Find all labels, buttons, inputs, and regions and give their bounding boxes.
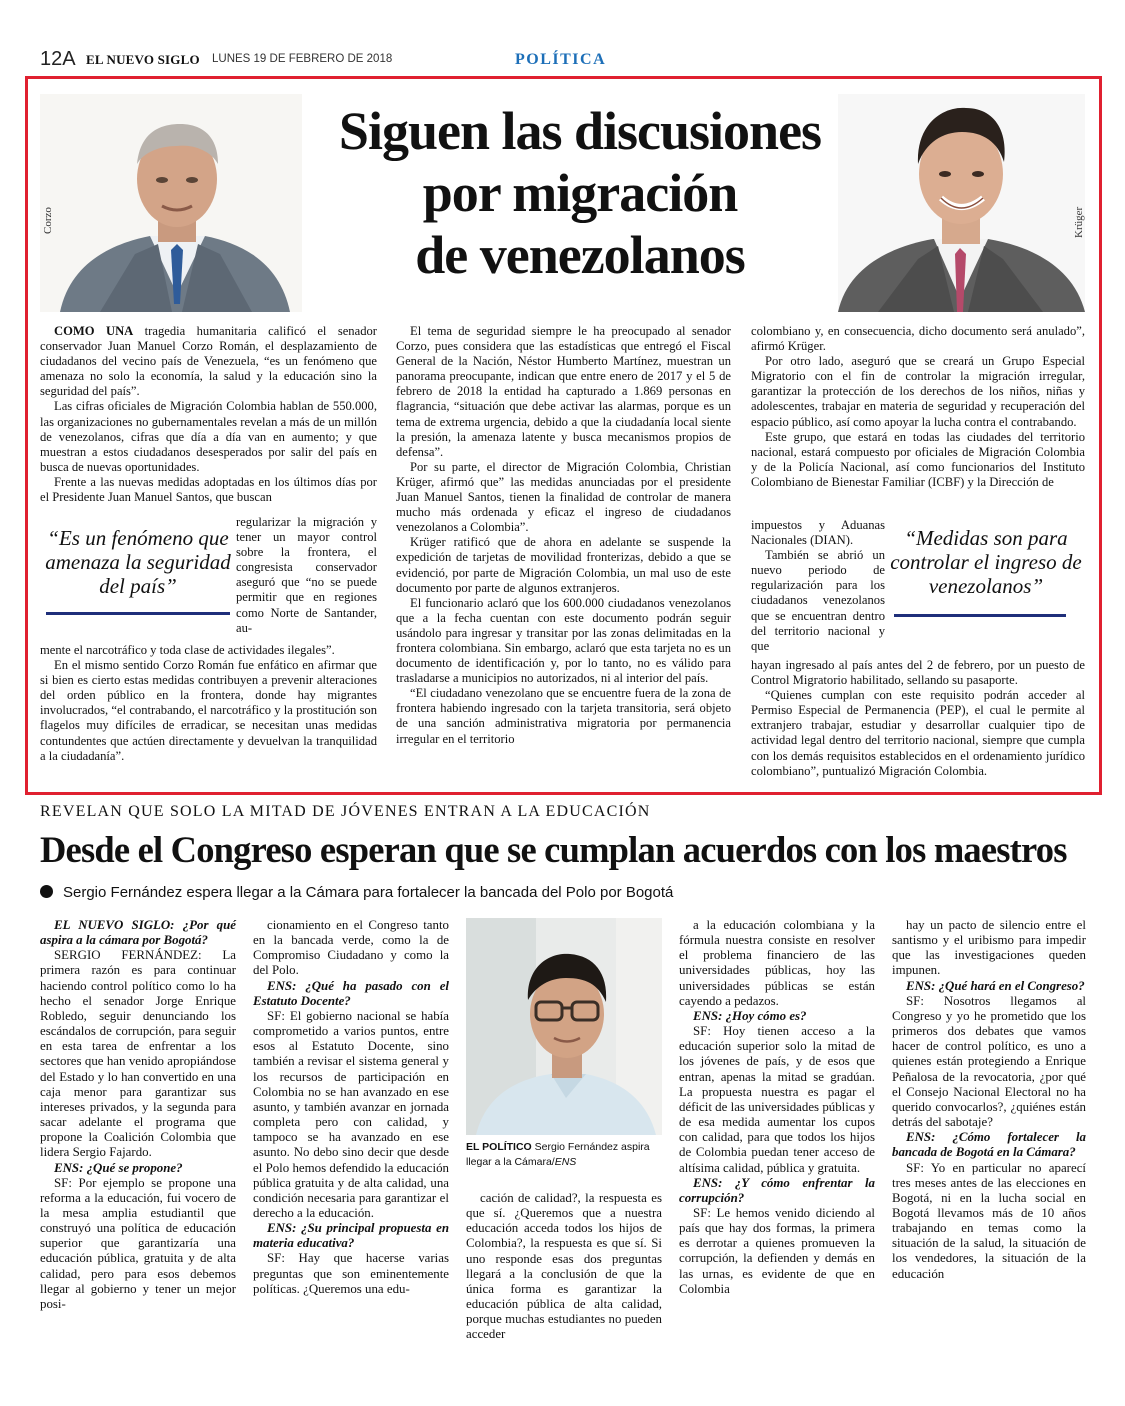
interview-question: ENS: ¿Y cómo enfrentar la corrupción?: [679, 1175, 875, 1205]
article2-column-1: [40, 918, 236, 1312]
article1-column-1: [40, 324, 377, 505]
interview-answer: SF: Yo en particular no aparecí tres meses antes de las elecciones en Bogotá, ni en la lucha social en Bogotá llevamos más de 10 años trabajando en temas como la situación de la salud, la situación de los vendedores, la situación de la educación: [892, 1160, 1086, 1281]
paragraph: “El ciudadano venezolano que se encuentre fuera de la zona de frontera habiendo ingresado con la tarjeta transitoria, será objeto de una sanción administrativa migratoria por permanencia irregular en el territorio: [396, 686, 731, 746]
interview-answer: SERGIO FERNÁNDEZ: La primera razón es para continuar haciendo control político como lo ha hecho el senador Jorge Enrique Robledo, seguir denunciando los escándalos de corrupción, para seguir en esta tarea de enfrentar a los sectores que han venido apropiándose del Estado y lo han convertido en una caja menor para garantizar sus intereses privados, y la segunda para sacar adelante el programa que propone la Coalición Colombia que lidera Sergio Fajardo.: [40, 948, 236, 1160]
paragraph: El tema de seguridad siempre le ha preocupado al senador Corzo, pues considera que las estadísticas que entregó el Fiscal General de la Nación, Néstor Humberto Martínez, muestran un panorama preocupante, indican que entre enero de 2017 y el 5 de febrero de 2018 la entidad ha capturado a 1.869 personas en flagrancia, “situación que debe activar las alarmas, porque es un tema de extrema urgencia, debido a que la ciudadanía local siente la presión, la amenaza latente y busca mecanismos propios de defensa”.: [396, 324, 731, 459]
portrait-kruger-image: [838, 94, 1085, 312]
paragraph: regularizar la migración y tener un mayor control sobre la frontera, el congresista conservador aseguró que “no se puede permitir que en regiones como Norte de Santander, au-: [236, 515, 377, 635]
portrait-fernandez-image: [466, 918, 662, 1135]
article1-column-1-bottom: [40, 643, 377, 764]
pull-quote-left: “Es un fenómeno que amenaza la seguridad del país”: [45, 526, 231, 598]
article2-column-4: [679, 918, 875, 1297]
headline-line-3: de venezolanos: [415, 225, 745, 285]
paragraph: Por su parte, el director de Migración Colombia, Christian Krüger, afirmó que” las medidas anunciadas por el presidente Juan Manuel Santos, tienen la finalidad de controlar de manera mucho más ordenada y eficaz el ingreso de ciudadanos venezolanos a Colombia”.: [396, 459, 731, 535]
publication-date: LUNES 19 DE FEBRERO DE 2018: [212, 53, 393, 65]
headline-line-2: por migración: [422, 163, 738, 223]
paragraph: Las cifras oficiales de Migración Colombia hablan de 550.000, las organizaciones no gubernamentales revelan a más de un millón de venezolanos, cifras que día a día van en aumento; y que muestran a estos ciudadanos desesperados por salir del país en busca de nuevas oportunidades.: [40, 399, 377, 474]
headline-line-1: Siguen las discusiones: [338, 101, 822, 161]
interview-question: ENS: ¿Qué ha pasado con el Estatuto Docente?: [253, 978, 449, 1008]
masthead: [40, 48, 1100, 76]
photo-sergio-fernandez: [466, 918, 662, 1135]
photo-corzo: [40, 94, 302, 312]
photo-kruger: [838, 94, 1085, 312]
article1-column-3-wrap: [751, 518, 885, 654]
paragraph: Este grupo, que estará en todas las ciudades del territorio nacional, estará compuesto por oficiales de Migración Colombia y de la Policía Nacional, así como funcionarios del Instituto Colombiano de Bienestar Familiar (ICBF) y la Dirección de: [751, 429, 1085, 489]
interview-answer: SF: Le hemos venido diciendo al país que hay dos formas, la primera es derrotar a quienes promueven la corrupción, la defienden y demás en las urnas, es evidente de que en Colombia: [679, 1205, 875, 1296]
newspaper-name: EL NUEVO SIGLO: [86, 52, 200, 67]
interview-question: EL NUEVO SIGLO: ¿Por qué aspira a la cámara por Bogotá?: [40, 918, 236, 948]
interview-question: ENS: ¿Hoy cómo es?: [693, 1008, 807, 1023]
paragraph: Krüger ratificó que de ahora en adelante se suspende la expedición de tarjetas de movilidad fronterizas, debido a que se evidenció, por parte de Migración Colombia, un mal uso de este documento por parte de algunos extranjeros.: [396, 535, 731, 595]
caption-label: EL POLÍTICO: [466, 1141, 532, 1153]
paragraph: tragedia humanitaria calificó el senador conservador Juan Manuel Corzo Román, el desplazamiento de ciudadanos del vecino país de Venezuela, “es un fenómeno que amenaza no solo la economía, la salud y la educación sino la seguridad del país”.: [40, 324, 377, 399]
interview-answer: SF: Por ejemplo se propone una reforma a la educación, fui vocero de la mesa amplia estudiantil que construyó una política de educación superior que garantizaría una educación pública, gratuita y de alta calidad, pero para esos debemos llegar al gobierno y tener un mejor posi-: [40, 1175, 236, 1311]
subhead-text: Sergio Fernández espera llegar a la Cámara para fortalecer la bancada del Polo por Bogotá: [63, 884, 674, 901]
interview-answer: SF: Hay que hacerse varias preguntas que son eminentemente políticas. ¿Queremos una edu-: [253, 1251, 449, 1296]
paragraph: “Quienes cumplan con este requisito podrán acceder al Permiso Especial de Permanencia (PEP), el cual le permite al extranjero trabajar, estudiar y desarrollar cualquier tipo de actividad legal dentro del territorio nacional, siempre que cumpla con los demás requisitos establecidos en el ordenamiento jurídico colombiano”, puntualizó Migración Colombia.: [751, 688, 1085, 778]
interview-answer: a la educación colombiana y la fórmula nuestra consiste en resolver el problema financiero de las universidades públicas, hoy las universidades públicas se están cayendo a pedazos.: [679, 918, 875, 1008]
paragraph: Por otro lado, aseguró que se creará un Grupo Especial Migratorio con el fin de controlar la migración irregular, garantizar la protección de los derechos de los niños, niñas y adolescentes, trabajar en materia de seguridad y recuperación del espacio público, así como apoyar la lucha contra el contrabando.: [751, 354, 1085, 429]
paragraph: colombiano y, en consecuencia, dicho documento será anulado”, afirmó Krüger.: [751, 324, 1085, 354]
article1-column-1-wrap: [236, 515, 377, 636]
article2-headline: Desde el Congreso esperan que se cumplan acuerdos con los maestros: [40, 829, 1067, 870]
article1-column-3-bottom: [751, 658, 1085, 779]
article2-kicker: REVELAN QUE SOLO LA MITAD DE JÓVENES ENTRAN A LA EDUCACIÓN: [40, 803, 651, 820]
pull-quote-right: “Medidas son para controlar el ingreso de venezolanos”: [890, 526, 1082, 598]
portrait-corzo-image: [40, 94, 302, 312]
pull-quote-rule: [894, 614, 1066, 617]
article2-column-5: [892, 918, 1086, 1282]
paragraph: impuestos y Aduanas Nacionales (DIAN).: [751, 518, 885, 548]
interview-question: ENS: ¿Cómo fortalecer la bancada de Bogotá en la Cámara?: [892, 1130, 1086, 1160]
article2-column-2: [253, 918, 449, 1297]
paragraph: mente el narcotráfico y toda clase de actividades ilegales”.: [40, 643, 335, 657]
interview-answer: SF: Hoy tienen acceso a la educación superior solo la mitad de los jóvenes de país, y de esos que entran, apenas la mitad se gradúan. La propuesta nuestra es pagar el déficit de las universidades públicas y de esa medida aumentar los cupos con calidad, para que todos los hijos de Colombia puedan tener acceso de altísima calidad, pública y gratuita.: [679, 1024, 875, 1175]
interview-answer: hay un pacto de silencio entre el santismo y el uribismo para impedir que las investigaciones queden impunen.: [892, 918, 1086, 978]
photo-credit-kruger: Krüger: [1073, 206, 1085, 238]
caption-text: Sergio Fernández aspira llegar a la Cámara/: [466, 1141, 650, 1168]
interview-answer: SF: Nosotros llegamos al Congreso y yo he prometido que los primeros dos debates que vamos hacer de control político, es uno a quienes están protegiendo a Enrique Peñalosa de la revocatoria, ¿por qué el Consejo Nacional Electoral no ha querido convocarlos?, ¿quiénes están detrás del sabotaje?: [892, 993, 1086, 1130]
photo-caption: [466, 1140, 662, 1170]
paragraph: El funcionario aclaró que los 600.000 ciudadanos venezolanos que a la fecha cuentan con este documento podrán seguir usándolo para ingresar y transitar por las zonas delimitadas en la frontera colombiana. Sin embargo, aclaró que esta tarjeta no es un documento de identificación y, por lo tanto, no es válido para trasladarse a municipios no autorizados, ni al interior del país.: [396, 595, 731, 686]
interview-question: ENS: ¿Su principal propuesta en materia educativa?: [253, 1221, 449, 1251]
paragraph: Frente a las nuevas medidas adoptadas en los últimos días por el Presidente Juan Manuel Santos, que buscan: [40, 474, 377, 505]
interview-answer: SF: El gobierno nacional se había comprometido a varios puntos, entre esos al Estatuto Docente, sino también a revisar el sistema general y los recursos de participación en Colombia no se han avanzado en ese asunto, y también avanzar en jornada completa pero con calidad, y tampoco se ha avanzado en ese asunto. No debo sino decir que desde el Polo hemos defendido la educación pública gratuita y de alta calidad, una condición necesaria para garantizar el derecho a la educación.: [253, 1008, 449, 1220]
article2-subhead: [40, 884, 673, 901]
section-name: POLÍTICA: [515, 51, 607, 68]
interview-question: ENS: ¿Qué se propone?: [54, 1160, 183, 1175]
article1-column-3: [751, 324, 1085, 490]
pull-quote-rule: [46, 612, 230, 615]
lead-in: COMO UNA: [54, 324, 134, 338]
paragraph: hayan ingresado al país antes del 2 de febrero, por un puesto de Control Migratorio habilitado, sellando su pasaporte.: [751, 658, 1085, 688]
interview-question: ENS: ¿Qué hará en el Congreso?: [906, 978, 1085, 993]
article2-column-3: [466, 1191, 662, 1343]
interview-answer: cación de calidad?, la respuesta es que sí. ¿Queremos que a nuestra educación acceda todos los hijos de Colombia?, la respuesta es que sí. Si uno responde esas dos preguntas llegará a la conclusión de que la única forma es garantizar la educación pública de alta calidad, porque muchas estudiantes no pueden acceder: [466, 1191, 662, 1342]
article-headline: [300, 100, 860, 286]
page-number: 12A: [40, 48, 76, 70]
paragraph: En el mismo sentido Corzo Román fue enfático en afirmar que si bien es cierto estas medidas contribuyen a prevenir alteraciones del orden público en la frontera, donde hay migrantes involucrados, “el contrabando, el narcotráfico y la prostitución son flagelos muy difíciles de erradicar, se necesitan unas medidas contundentes que actúen directamente y devuelvan la tranquilidad a la ciudadanía”.: [40, 658, 377, 763]
bullet-icon: [40, 885, 53, 898]
photo-credit-corzo: Corzo: [42, 207, 54, 234]
caption-agency: ENS: [554, 1156, 577, 1168]
paragraph: También se abrió un nuevo periodo de regularización para los ciudadanos venezolanos que se encuentran dentro del territorio nacional y que: [751, 548, 885, 653]
interview-answer: cionamiento en el Congreso tanto en la bancada verde, como la de Compromiso Ciudadano y como la del Polo.: [253, 918, 449, 978]
article1-column-2: [396, 324, 731, 747]
